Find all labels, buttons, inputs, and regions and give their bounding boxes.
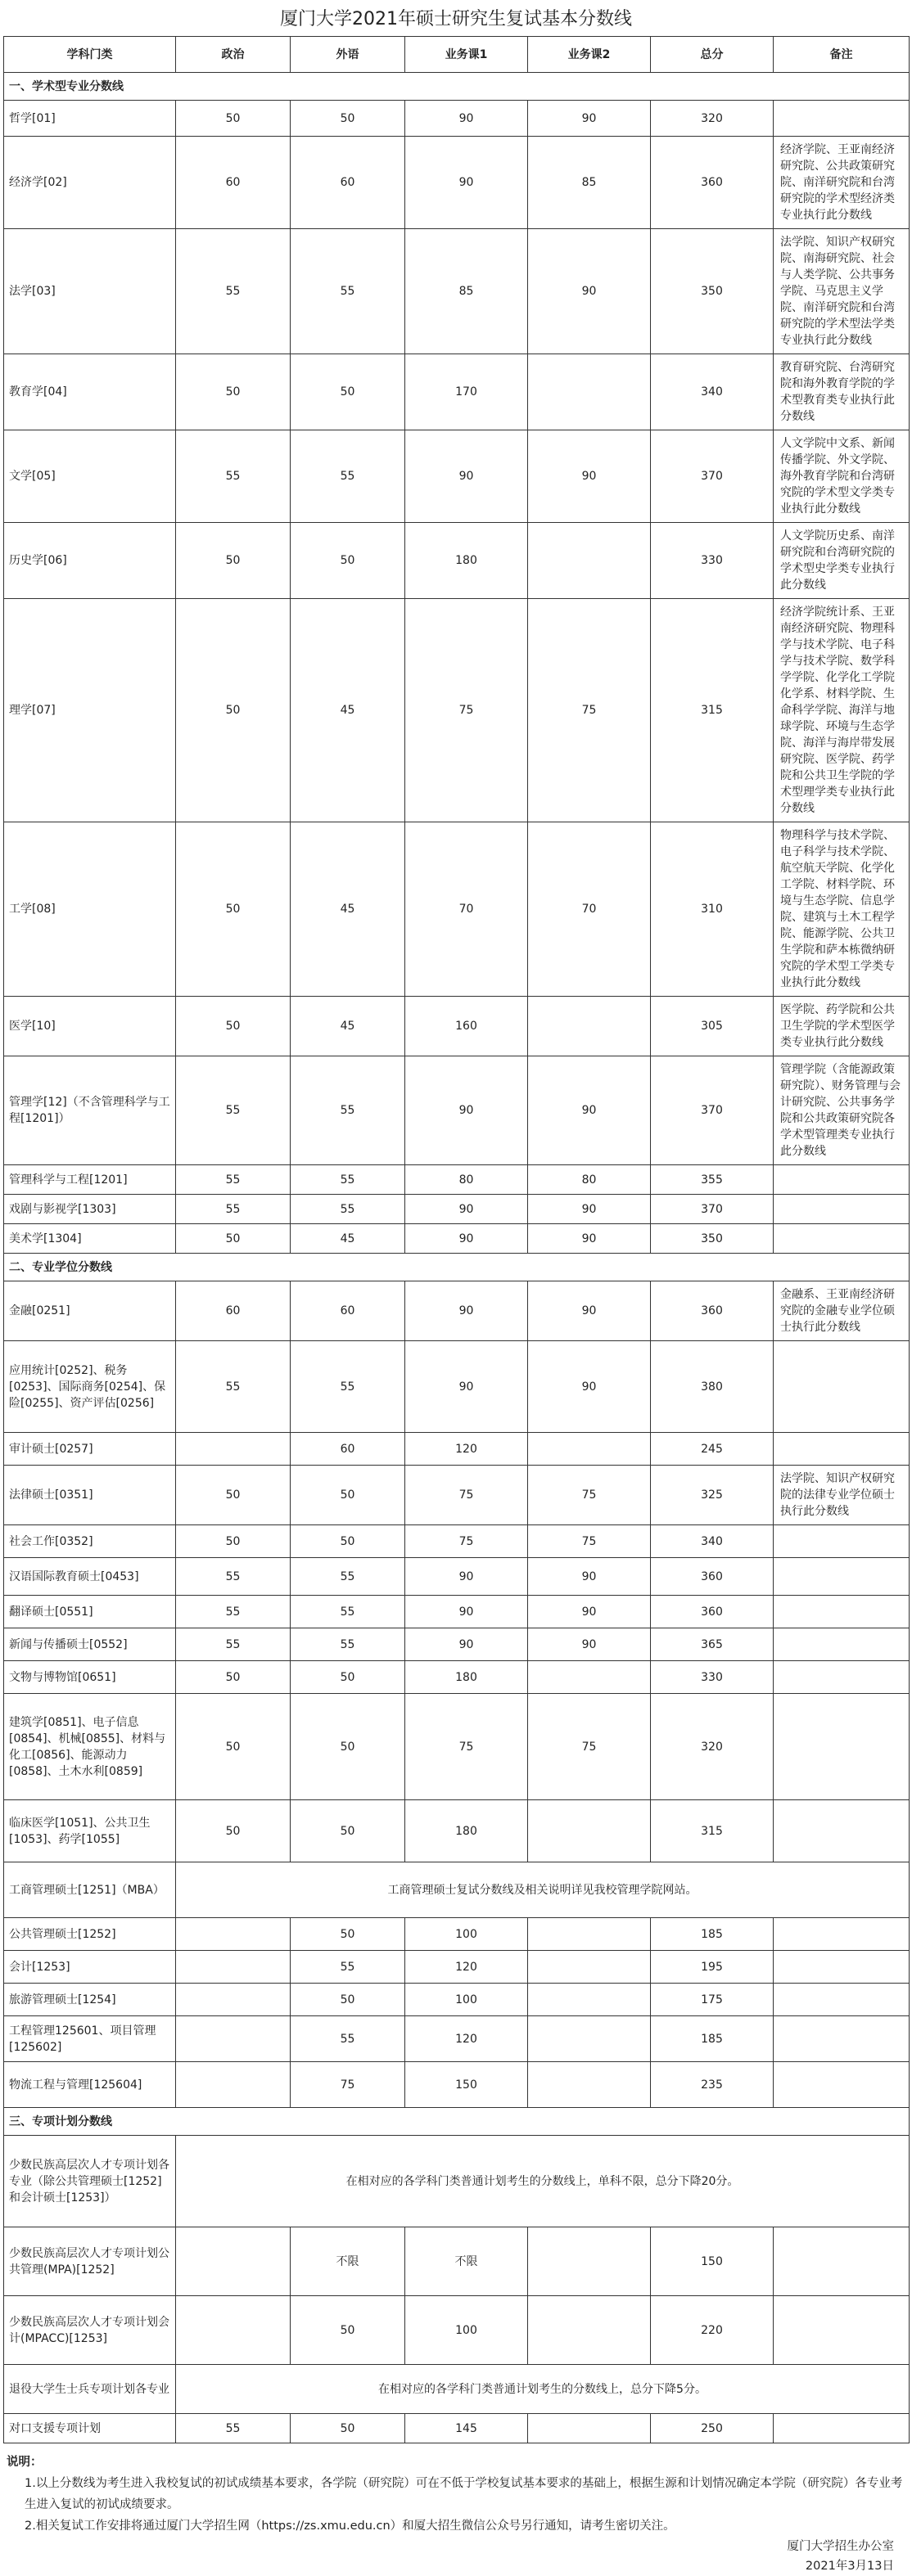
table-row bbox=[4, 2016, 910, 2062]
document-title: 厦门大学2021年硕士研究生复试基本分数线 bbox=[280, 9, 632, 29]
subject-cell: 理学[07] bbox=[4, 599, 176, 822]
politics-cell: 50 bbox=[176, 101, 291, 137]
foreign-language-cell: 50 bbox=[291, 1984, 405, 2016]
remarks-cell bbox=[774, 1433, 910, 1466]
politics-cell: 50 bbox=[176, 599, 291, 822]
total-cell: 320 bbox=[651, 101, 774, 137]
table-row bbox=[4, 1195, 910, 1224]
total-cell: 315 bbox=[651, 599, 774, 822]
politics-cell bbox=[176, 2062, 291, 2108]
subject-cell: 少数民族高层次人才专项计划会计(MPACC)[1253] bbox=[4, 2296, 176, 2365]
notes-label: 说明： bbox=[7, 2456, 43, 2469]
politics-cell: 50 bbox=[176, 1525, 291, 1558]
foreign-language-cell: 50 bbox=[291, 1525, 405, 1558]
total-cell: 360 bbox=[651, 1596, 774, 1628]
section-header-row bbox=[4, 73, 910, 101]
remarks-cell bbox=[774, 1558, 910, 1596]
subject-cell: 经济学[02] bbox=[4, 137, 176, 229]
course-2-cell: 90 bbox=[528, 1558, 651, 1596]
total-cell: 330 bbox=[651, 1661, 774, 1694]
course-1-cell: 150 bbox=[405, 2062, 528, 2108]
politics-cell: 55 bbox=[176, 1056, 291, 1165]
table-row bbox=[4, 2296, 910, 2365]
politics-cell: 50 bbox=[176, 523, 291, 599]
remarks-cell: 经济学院统计系、王亚南经济研究院、物理科学与技术学院、电子科学与技术学院、数学科学学院、化学化工学院化学系、材料学院、生命科学学院、海洋与地球学院、环境与生态学院、海洋与海岸带发展研究院、医学院、药学院和公共卫生学院的学术型理学类专业执行此分数线 bbox=[774, 599, 910, 822]
foreign-language-cell: 55 bbox=[291, 430, 405, 523]
course-1-cell: 100 bbox=[405, 1918, 528, 1951]
course-1-cell: 120 bbox=[405, 1951, 528, 1984]
course-2-cell bbox=[528, 2414, 651, 2443]
section-label: 三、专项计划分数线 bbox=[4, 2108, 910, 2136]
subject-cell: 退役大学生士兵专项计划各专业 bbox=[4, 2365, 176, 2414]
table-row bbox=[4, 1661, 910, 1694]
course-2-cell: 75 bbox=[528, 1694, 651, 1800]
foreign-language-cell: 55 bbox=[291, 229, 405, 354]
course-2-cell: 80 bbox=[528, 1165, 651, 1195]
foreign-language-cell: 55 bbox=[291, 2016, 405, 2062]
total-cell: 150 bbox=[651, 2227, 774, 2296]
table-row bbox=[4, 229, 910, 354]
politics-cell: 55 bbox=[176, 229, 291, 354]
subject-cell: 公共管理硕士[1252] bbox=[4, 1918, 176, 1951]
table-row bbox=[4, 137, 910, 229]
subject-cell: 美术学[1304] bbox=[4, 1224, 176, 1254]
remarks-cell bbox=[774, 1951, 910, 1984]
foreign-language-cell: 不限 bbox=[291, 2227, 405, 2296]
course-2-cell bbox=[528, 2016, 651, 2062]
politics-cell: 55 bbox=[176, 1341, 291, 1433]
course-1-cell: 不限 bbox=[405, 2227, 528, 2296]
total-cell: 250 bbox=[651, 2414, 774, 2443]
total-cell: 315 bbox=[651, 1800, 774, 1862]
table-row bbox=[4, 2365, 910, 2414]
remarks-cell: 经济学院、王亚南经济研究院、公共政策研究院、南洋研究院和台湾研究院的学术型经济类专业执行此分数线 bbox=[774, 137, 910, 229]
politics-cell bbox=[176, 1984, 291, 2016]
table-row bbox=[4, 1918, 910, 1951]
subject-cell: 翻译硕士[0551] bbox=[4, 1596, 176, 1628]
header-course-2: 业务课2 bbox=[528, 37, 651, 73]
table-row bbox=[4, 2414, 910, 2443]
course-2-cell: 90 bbox=[528, 101, 651, 137]
subject-cell: 法学[03] bbox=[4, 229, 176, 354]
total-cell: 340 bbox=[651, 1525, 774, 1558]
signature-date: 2021年3月13日 bbox=[805, 2560, 894, 2573]
remarks-cell bbox=[774, 1918, 910, 1951]
foreign-language-cell: 55 bbox=[291, 1951, 405, 1984]
table-row bbox=[4, 1056, 910, 1165]
total-cell: 370 bbox=[651, 430, 774, 523]
course-1-cell: 75 bbox=[405, 1466, 528, 1525]
foreign-language-cell: 55 bbox=[291, 1341, 405, 1433]
subject-cell: 管理学[12]（不含管理科学与工程[1201]） bbox=[4, 1056, 176, 1165]
foreign-language-cell: 50 bbox=[291, 1694, 405, 1800]
politics-cell: 50 bbox=[176, 1800, 291, 1862]
remarks-cell bbox=[774, 1525, 910, 1558]
course-2-cell bbox=[528, 1918, 651, 1951]
course-2-cell: 90 bbox=[528, 229, 651, 354]
foreign-language-cell: 45 bbox=[291, 822, 405, 997]
foreign-language-cell: 55 bbox=[291, 1195, 405, 1224]
foreign-language-cell: 45 bbox=[291, 599, 405, 822]
subject-cell: 哲学[01] bbox=[4, 101, 176, 137]
politics-cell: 50 bbox=[176, 822, 291, 997]
course-1-cell: 90 bbox=[405, 101, 528, 137]
note-item: 1.以上分数线为考生进入我校复试的初试成绩基本要求，各学院（研究院）可在不低于学校复试基本要求的基础上，根据生源和计划情况确定本学院（研究院）各专业考生进入复试的初试成绩要求。 bbox=[25, 2477, 903, 2511]
subject-cell: 管理科学与工程[1201] bbox=[4, 1165, 176, 1195]
politics-cell: 55 bbox=[176, 430, 291, 523]
course-1-cell: 145 bbox=[405, 2414, 528, 2443]
subject-cell: 会计[1253] bbox=[4, 1951, 176, 1984]
table-row bbox=[4, 2136, 910, 2227]
course-1-cell: 180 bbox=[405, 523, 528, 599]
course-2-cell: 75 bbox=[528, 1466, 651, 1525]
politics-cell: 60 bbox=[176, 1281, 291, 1341]
course-2-cell bbox=[528, 997, 651, 1056]
subject-cell: 旅游管理硕士[1254] bbox=[4, 1984, 176, 2016]
foreign-language-cell: 50 bbox=[291, 354, 405, 430]
course-1-cell: 120 bbox=[405, 1433, 528, 1466]
politics-cell bbox=[176, 1951, 291, 1984]
table-row bbox=[4, 1984, 910, 2016]
subject-cell: 应用统计[0252]、税务[0253]、国际商务[0254]、保险[0255]、资产评估[0256] bbox=[4, 1341, 176, 1433]
course-1-cell: 100 bbox=[405, 1984, 528, 2016]
remarks-cell: 法学院、知识产权研究院、南海研究院、社会与人类学院、公共事务学院、马克思主义学院、南洋研究院和台湾研究院的学术型法学类专业执行此分数线 bbox=[774, 229, 910, 354]
course-2-cell bbox=[528, 1800, 651, 1862]
subject-cell: 社会工作[0352] bbox=[4, 1525, 176, 1558]
foreign-language-cell: 50 bbox=[291, 523, 405, 599]
course-2-cell bbox=[528, 1951, 651, 1984]
politics-cell: 55 bbox=[176, 1558, 291, 1596]
course-2-cell: 90 bbox=[528, 1341, 651, 1433]
remarks-cell: 人文学院历史系、南洋研究院和台湾研究院的学术型史学类专业执行此分数线 bbox=[774, 523, 910, 599]
signature-office: 厦门大学招生办公室 bbox=[787, 2540, 894, 2553]
total-cell: 235 bbox=[651, 2062, 774, 2108]
foreign-language-cell: 50 bbox=[291, 1918, 405, 1951]
foreign-language-cell: 50 bbox=[291, 2414, 405, 2443]
foreign-language-cell: 50 bbox=[291, 101, 405, 137]
foreign-language-cell: 50 bbox=[291, 2296, 405, 2365]
course-2-cell: 75 bbox=[528, 1525, 651, 1558]
course-1-cell: 75 bbox=[405, 1694, 528, 1800]
foreign-language-cell: 50 bbox=[291, 1661, 405, 1694]
total-cell: 350 bbox=[651, 229, 774, 354]
foreign-language-cell: 55 bbox=[291, 1558, 405, 1596]
subject-cell: 建筑学[0851]、电子信息[0854]、机械[0855]、材料与化工[0856]、能源动力[0858]、土木水利[0859] bbox=[4, 1694, 176, 1800]
course-2-cell: 90 bbox=[528, 1224, 651, 1254]
course-2-cell bbox=[528, 354, 651, 430]
remarks-cell bbox=[774, 2227, 910, 2296]
table-header-row bbox=[4, 37, 910, 73]
foreign-language-cell: 60 bbox=[291, 137, 405, 229]
remarks-cell bbox=[774, 1224, 910, 1254]
subject-cell: 对口支援专项计划 bbox=[4, 2414, 176, 2443]
course-2-cell bbox=[528, 1433, 651, 1466]
merged-remark-cell: 工商管理硕士复试分数线及相关说明详见我校管理学院网站。 bbox=[176, 1862, 910, 1918]
course-2-cell bbox=[528, 2296, 651, 2365]
table-row bbox=[4, 1694, 910, 1800]
course-2-cell: 90 bbox=[528, 1281, 651, 1341]
foreign-language-cell: 60 bbox=[291, 1281, 405, 1341]
foreign-language-cell: 55 bbox=[291, 1628, 405, 1661]
table-row bbox=[4, 1281, 910, 1341]
course-2-cell: 85 bbox=[528, 137, 651, 229]
table-row bbox=[4, 1800, 910, 1862]
subject-cell: 工程管理125601、项目管理[125602] bbox=[4, 2016, 176, 2062]
total-cell: 360 bbox=[651, 1558, 774, 1596]
course-1-cell: 90 bbox=[405, 1056, 528, 1165]
subject-cell: 少数民族高层次人才专项计划各专业（除公共管理硕士[1252]和会计硕士[1253]） bbox=[4, 2136, 176, 2227]
header-remarks: 备注 bbox=[774, 37, 910, 73]
total-cell: 195 bbox=[651, 1951, 774, 1984]
remarks-cell bbox=[774, 1984, 910, 2016]
course-2-cell: 90 bbox=[528, 1056, 651, 1165]
table-row bbox=[4, 1525, 910, 1558]
total-cell: 310 bbox=[651, 822, 774, 997]
section-header-row bbox=[4, 1254, 910, 1281]
course-2-cell bbox=[528, 523, 651, 599]
course-2-cell: 90 bbox=[528, 1195, 651, 1224]
politics-cell: 60 bbox=[176, 137, 291, 229]
subject-cell: 工学[08] bbox=[4, 822, 176, 997]
course-1-cell: 90 bbox=[405, 1341, 528, 1433]
subject-cell: 文物与博物馆[0651] bbox=[4, 1661, 176, 1694]
subject-cell: 汉语国际教育硕士[0453] bbox=[4, 1558, 176, 1596]
header-course-1: 业务课1 bbox=[405, 37, 528, 73]
course-2-cell: 90 bbox=[528, 430, 651, 523]
politics-cell: 55 bbox=[176, 1165, 291, 1195]
subject-cell: 金融[0251] bbox=[4, 1281, 176, 1341]
foreign-language-cell: 50 bbox=[291, 1800, 405, 1862]
subject-cell: 审计硕士[0257] bbox=[4, 1433, 176, 1466]
total-cell: 220 bbox=[651, 2296, 774, 2365]
foreign-language-cell: 55 bbox=[291, 1056, 405, 1165]
politics-cell: 50 bbox=[176, 1694, 291, 1800]
course-1-cell: 160 bbox=[405, 997, 528, 1056]
politics-cell: 55 bbox=[176, 1628, 291, 1661]
foreign-language-cell: 75 bbox=[291, 2062, 405, 2108]
course-2-cell: 90 bbox=[528, 1596, 651, 1628]
total-cell: 380 bbox=[651, 1341, 774, 1433]
header-total: 总分 bbox=[651, 37, 774, 73]
course-1-cell: 80 bbox=[405, 1165, 528, 1195]
course-2-cell: 70 bbox=[528, 822, 651, 997]
merged-remark-cell: 在相对应的各学科门类普通计划考生的分数线上，单科不限，总分下降20分。 bbox=[176, 2136, 910, 2227]
table-row bbox=[4, 1466, 910, 1525]
remarks-cell bbox=[774, 2296, 910, 2365]
total-cell: 305 bbox=[651, 997, 774, 1056]
remarks-cell bbox=[774, 101, 910, 137]
course-2-cell bbox=[528, 1984, 651, 2016]
foreign-language-cell: 45 bbox=[291, 997, 405, 1056]
remarks-cell: 物理科学与技术学院、电子科学与技术学院、航空航天学院、化学化工学院、材料学院、环境与生态学院、信息学院、建筑与土木工程学院、能源学院、公共卫生学院和萨本栋微纳研究院的学术型工学类专业执行此分数线 bbox=[774, 822, 910, 997]
total-cell: 340 bbox=[651, 354, 774, 430]
total-cell: 370 bbox=[651, 1195, 774, 1224]
politics-cell bbox=[176, 2016, 291, 2062]
subject-cell: 工商管理硕士[1251]（MBA） bbox=[4, 1862, 176, 1918]
course-1-cell: 170 bbox=[405, 354, 528, 430]
remarks-cell bbox=[774, 2062, 910, 2108]
politics-cell: 50 bbox=[176, 1224, 291, 1254]
note-item: 2.相关复试工作安排将通过厦门大学招生网（https://zs.xmu.edu.cn）和厦大招生微信公众号另行通知，请考生密切关注。 bbox=[25, 2520, 675, 2533]
foreign-language-cell: 45 bbox=[291, 1224, 405, 1254]
remarks-cell: 管理学院（含能源政策研究院）、财务管理与会计研究院、公共事务学院和公共政策研究院各学术型管理类专业执行此分数线 bbox=[774, 1056, 910, 1165]
table-row bbox=[4, 1558, 910, 1596]
course-1-cell: 90 bbox=[405, 1628, 528, 1661]
politics-cell: 55 bbox=[176, 2414, 291, 2443]
merged-remark-cell: 在相对应的各学科门类普通计划考生的分数线上，总分下降5分。 bbox=[176, 2365, 910, 2414]
subject-cell: 文学[05] bbox=[4, 430, 176, 523]
course-1-cell: 70 bbox=[405, 822, 528, 997]
score-table bbox=[3, 36, 910, 2443]
remarks-cell bbox=[774, 1195, 910, 1224]
total-cell: 350 bbox=[651, 1224, 774, 1254]
politics-cell: 50 bbox=[176, 997, 291, 1056]
total-cell: 320 bbox=[651, 1694, 774, 1800]
politics-cell bbox=[176, 1918, 291, 1951]
remarks-cell: 医学院、药学院和公共卫生学院的学术型医学类专业执行此分数线 bbox=[774, 997, 910, 1056]
politics-cell: 55 bbox=[176, 1596, 291, 1628]
total-cell: 245 bbox=[651, 1433, 774, 1466]
course-1-cell: 180 bbox=[405, 1800, 528, 1862]
subject-cell: 新闻与传播硕士[0552] bbox=[4, 1628, 176, 1661]
remarks-cell bbox=[774, 2414, 910, 2443]
subject-cell: 戏剧与影视学[1303] bbox=[4, 1195, 176, 1224]
course-1-cell: 90 bbox=[405, 1596, 528, 1628]
total-cell: 330 bbox=[651, 523, 774, 599]
course-2-cell: 90 bbox=[528, 1628, 651, 1661]
remarks-cell bbox=[774, 1661, 910, 1694]
remarks-cell: 教育研究院、台湾研究院和海外教育学院的学术型教育类专业执行此分数线 bbox=[774, 354, 910, 430]
total-cell: 355 bbox=[651, 1165, 774, 1195]
remarks-cell bbox=[774, 1165, 910, 1195]
politics-cell: 50 bbox=[176, 354, 291, 430]
politics-cell: 50 bbox=[176, 1466, 291, 1525]
course-1-cell: 180 bbox=[405, 1661, 528, 1694]
subject-cell: 少数民族高层次人才专项计划公共管理(MPA)[1252] bbox=[4, 2227, 176, 2296]
total-cell: 370 bbox=[651, 1056, 774, 1165]
subject-cell: 医学[10] bbox=[4, 997, 176, 1056]
foreign-language-cell: 55 bbox=[291, 1165, 405, 1195]
subject-cell: 物流工程与管理[125604] bbox=[4, 2062, 176, 2108]
total-cell: 360 bbox=[651, 1281, 774, 1341]
course-2-cell: 75 bbox=[528, 599, 651, 822]
table-row bbox=[4, 1224, 910, 1254]
header-politics: 政治 bbox=[176, 37, 291, 73]
total-cell: 365 bbox=[651, 1628, 774, 1661]
total-cell: 325 bbox=[651, 1466, 774, 1525]
remarks-cell bbox=[774, 1341, 910, 1433]
course-1-cell: 90 bbox=[405, 1558, 528, 1596]
table-row bbox=[4, 1341, 910, 1433]
remarks-cell bbox=[774, 1596, 910, 1628]
total-cell: 185 bbox=[651, 1918, 774, 1951]
course-1-cell: 90 bbox=[405, 137, 528, 229]
remarks-cell bbox=[774, 1694, 910, 1800]
section-label: 二、专业学位分数线 bbox=[4, 1254, 910, 1281]
section-label: 一、学术型专业分数线 bbox=[4, 73, 910, 101]
table-row bbox=[4, 822, 910, 997]
politics-cell bbox=[176, 2227, 291, 2296]
table-row bbox=[4, 354, 910, 430]
remarks-cell bbox=[774, 1800, 910, 1862]
table-row bbox=[4, 523, 910, 599]
table-row bbox=[4, 599, 910, 822]
table-row bbox=[4, 1596, 910, 1628]
remarks-cell: 金融系、王亚南经济研究院的金融专业学位硕士执行此分数线 bbox=[774, 1281, 910, 1341]
table-row bbox=[4, 2227, 910, 2296]
subject-cell: 法律硕士[0351] bbox=[4, 1466, 176, 1525]
remarks-cell: 法学院、知识产权研究院的法律专业学位硕士执行此分数线 bbox=[774, 1466, 910, 1525]
table-row bbox=[4, 101, 910, 137]
foreign-language-cell: 60 bbox=[291, 1433, 405, 1466]
total-cell: 185 bbox=[651, 2016, 774, 2062]
total-cell: 360 bbox=[651, 137, 774, 229]
politics-cell: 55 bbox=[176, 1195, 291, 1224]
table-row bbox=[4, 1862, 910, 1918]
table-row bbox=[4, 1951, 910, 1984]
notes-section bbox=[3, 2452, 909, 2537]
section-header-row bbox=[4, 2108, 910, 2136]
table-row bbox=[4, 2062, 910, 2108]
course-1-cell: 120 bbox=[405, 2016, 528, 2062]
header-foreign-language: 外语 bbox=[291, 37, 405, 73]
header-subject: 学科门类 bbox=[4, 37, 176, 73]
course-1-cell: 100 bbox=[405, 2296, 528, 2365]
course-2-cell bbox=[528, 1661, 651, 1694]
politics-cell bbox=[176, 1433, 291, 1466]
foreign-language-cell: 55 bbox=[291, 1596, 405, 1628]
remarks-cell: 人文学院中文系、新闻传播学院、外文学院、海外教育学院和台湾研究院的学术型文学类专业执行此分数线 bbox=[774, 430, 910, 523]
remarks-cell bbox=[774, 2016, 910, 2062]
table-row bbox=[4, 430, 910, 523]
course-2-cell bbox=[528, 2062, 651, 2108]
course-1-cell: 75 bbox=[405, 599, 528, 822]
table-row bbox=[4, 1628, 910, 1661]
subject-cell: 历史学[06] bbox=[4, 523, 176, 599]
course-1-cell: 90 bbox=[405, 430, 528, 523]
politics-cell bbox=[176, 2296, 291, 2365]
subject-cell: 教育学[04] bbox=[4, 354, 176, 430]
table-body bbox=[4, 73, 910, 2443]
course-1-cell: 90 bbox=[405, 1195, 528, 1224]
course-1-cell: 90 bbox=[405, 1281, 528, 1341]
remarks-cell bbox=[774, 1628, 910, 1661]
table-row bbox=[4, 997, 910, 1056]
course-1-cell: 85 bbox=[405, 229, 528, 354]
table-row bbox=[4, 1165, 910, 1195]
subject-cell: 临床医学[1051]、公共卫生[1053]、药学[1055] bbox=[4, 1800, 176, 1862]
course-1-cell: 75 bbox=[405, 1525, 528, 1558]
foreign-language-cell: 50 bbox=[291, 1466, 405, 1525]
politics-cell: 50 bbox=[176, 1661, 291, 1694]
total-cell: 175 bbox=[651, 1984, 774, 2016]
table-row bbox=[4, 1433, 910, 1466]
course-1-cell: 90 bbox=[405, 1224, 528, 1254]
course-2-cell bbox=[528, 2227, 651, 2296]
